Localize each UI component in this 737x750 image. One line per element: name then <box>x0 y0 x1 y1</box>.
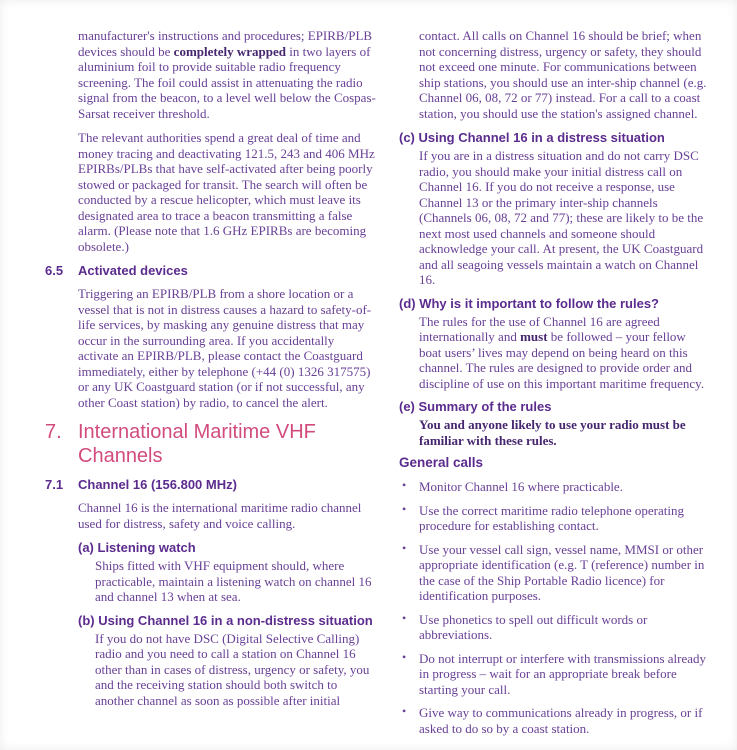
paragraph-text: manufacturer's instructions and procedures; EPIRB/PLB devices should be <box>78 28 373 59</box>
paragraph-contact-continued: contact. All calls on Channel 16 should be brief; when not concerning distress, urgency or safety, they should not exceed one minute. For communications between ship stations, you should use an inter-ship channel (e.g. Channel 06, 08, 72 or 77) instead. For a call to a coast station, you should use the station's assigned channel. <box>419 28 707 121</box>
bullet-text: Monitor Channel 16 where practicable. <box>419 479 623 494</box>
right-column <box>399 28 711 750</box>
subsection-body-d <box>419 314 711 392</box>
chapter-heading-7 <box>45 420 377 468</box>
subsection-label-e: (e) Summary of the rules <box>399 399 552 414</box>
section-number: 6.5 <box>45 263 64 278</box>
bullet-item <box>399 479 711 495</box>
section-heading-6-5 <box>45 263 377 278</box>
left-column <box>45 28 377 750</box>
paragraph-epirb-wrapping <box>78 28 377 121</box>
bullet-dot-icon: • <box>402 478 407 492</box>
paragraph-text: be followed – your fellow boat users’ lives may depend on being heard on this channel. The rules are designed to provide order and discipline of use on this important maritime frequency. <box>419 329 705 391</box>
bullet-item <box>399 542 711 604</box>
subsection-label-c: (c) Using Channel 16 in a distress situation <box>399 130 665 145</box>
subsection-body-a: Ships fitted with VHF equipment should, where practicable, maintain a listening watch on channel 16 and channel 13 when at sea. <box>95 558 372 604</box>
paragraph-triggering-epirb: Triggering an EPIRB/PLB from a shore location or a vessel that is not in distress causes a hazard to safety-of-life services, by masking any genuine distress that may occur in the surrounding area. If you accidentally activate an EPIRB/PLB, please contact the Coastguard immediately, either by telephone (+44 (0) 1326 317575) or any UK Coastguard station (or if not successful, any other Coast station) by radio, to cancel the alert. <box>78 286 372 410</box>
bullet-text: Use the correct maritime radio telephone operating procedure for establishing contact. <box>419 502 684 533</box>
bullet-dot-icon: • <box>402 610 407 625</box>
section-title: Channel 16 (156.800 MHz) <box>78 477 237 492</box>
bullet-item <box>399 651 711 698</box>
bullet-item <box>399 503 711 534</box>
bullet-item <box>399 705 711 736</box>
paragraph-text: in two layers of aluminium foil to provide suitable radio frequency screening. The foil could assist in attenuating the radio signal from the beacon, to a level well below the Cospas- Sarsat receiver threshold. <box>78 43 376 121</box>
paragraph-authorities-tracing: The relevant authorities spend a great deal of time and money tracing and deactivating 121.5, 243 and 406 MHz EPIRBs/PLBs that have self-activated after being poorly stowed or packaged for transit. The search will often be conducted by a rescue helicopter, which must leave its designated area to trace a beacon transmitting a false alarm. (Please note that 1.6 GHz EPIRBs are becoming obsolete.) <box>78 130 375 254</box>
section-number: 7.1 <box>45 477 64 492</box>
bullet-dot-icon: • <box>402 501 407 516</box>
bullet-text: Use phonetics to spell out difficult words or abbreviations. <box>419 611 648 642</box>
bullet-dot-icon: • <box>402 540 407 555</box>
bullet-text: Give way to communications already in progress, or if asked to do so by a coast station. <box>419 705 703 736</box>
section-heading-7-1 <box>45 477 377 492</box>
subsection-body-e-summary: You and anyone likely to use your radio must be familiar with these rules. <box>419 417 686 448</box>
subsection-label-d: (d) Why is it important to follow the rules? <box>399 295 659 311</box>
subsection-label-a: (a) Listening watch <box>78 540 196 555</box>
bullet-text: Do not interrupt or interfere with transmissions already in progress – wait for an appropriate break before starting your call. <box>419 650 707 697</box>
bullet-dot-icon: • <box>402 649 407 664</box>
paragraph-text: The rules for the use of Channel 16 are agreed internationally and <box>419 313 660 344</box>
chapter-number: 7. <box>45 421 62 443</box>
bold-text-must: must <box>520 329 548 344</box>
bold-text-completely-wrapped: completely wrapped <box>173 43 286 59</box>
bullet-text: Use your vessel call sign, vessel name, MMSI or other appropriate identification (e.g. T (reference) number in the case of the Ship Portable Radio licence) for identification purposes. <box>419 541 705 603</box>
chapter-title: International Maritime VHF Channels <box>78 421 316 467</box>
general-calls-heading: General calls <box>399 455 484 470</box>
section-title: Activated devices <box>78 263 188 278</box>
subsection-body-c: If you are in a distress situation and do not carry DSC radio, you should make your initial distress call on Channel 16. If you do not receive a response, use Channel 13 or the primary inter-ship channels (Channels 06, 08, 72 and 77); these are likely to be the next most used channels and someone should acknowledge your call. At present, the UK Coastguard and all seagoing vessels maintain a watch on Channel 16. <box>419 148 704 287</box>
paragraph-channel-16-intro: Channel 16 is the international maritime radio channel used for distress, safety and voice calling. <box>78 500 362 531</box>
bullet-list-general-calls <box>399 479 711 736</box>
bullet-dot-icon: • <box>402 704 407 718</box>
subsection-body-b: If you do not have DSC (Digital Selective Calling) radio and you need to call a station on Channel 16 other than in cases of distress, urgency or safety, you and the receiving station should both switch to another channel as soon as possible after initial <box>95 630 370 708</box>
subsection-label-b: (b) Using Channel 16 in a non-distress situation <box>78 612 373 628</box>
bullet-item <box>399 612 711 643</box>
